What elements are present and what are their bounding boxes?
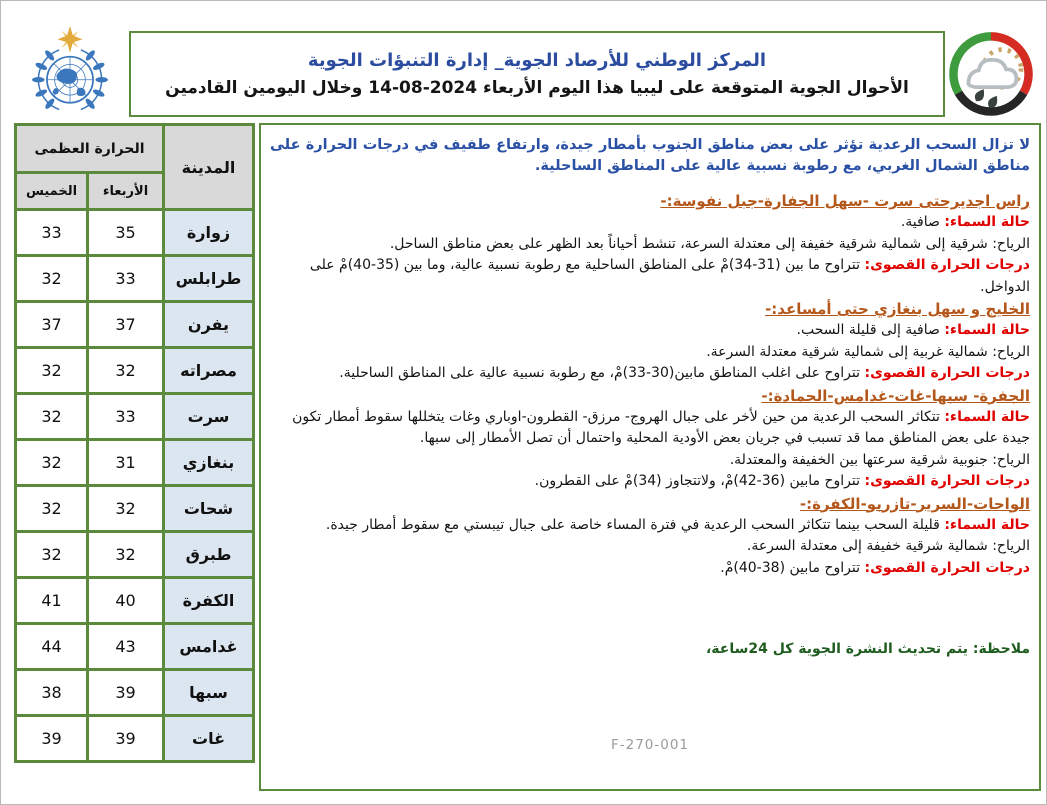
- wed-temp: 39: [88, 716, 164, 762]
- thu-temp: 32: [16, 532, 88, 578]
- forecast-box: [259, 123, 1041, 791]
- temp-label: درجات الحرارة القصوى:: [864, 365, 1030, 381]
- wed-temp: 37: [88, 302, 164, 348]
- max-temperature-table: [14, 123, 255, 763]
- wed-temp: 32: [88, 532, 164, 578]
- wed-temp: 40: [88, 578, 164, 624]
- city-name: يفرن: [164, 302, 254, 348]
- table-row: [16, 348, 254, 394]
- wmo-logo: [21, 25, 119, 121]
- thu-temp: 32: [16, 348, 88, 394]
- table-row: [16, 486, 254, 532]
- thu-temp: 32: [16, 440, 88, 486]
- met-center-logo-graphic: [942, 27, 1040, 121]
- sky-label: حالة السماء:: [944, 322, 1030, 338]
- temp-label: درجات الحرارة القصوى:: [864, 257, 1030, 273]
- wed-temp: 43: [88, 624, 164, 670]
- table-row: [16, 302, 254, 348]
- max-temp-column-header: الحرارة العظمى: [16, 125, 164, 173]
- table-row: [16, 394, 254, 440]
- wind-label: الرياح:: [992, 451, 1030, 468]
- sky-condition-line: حالة السماء: تتكاثر السحب الرعدية من حين لأخر على جبال الهروج- مرزق- القطرون-اوباري وغات يتخللها سقوط أمطار تكون جيدة على بعض المناطق مما قد تسبب في جريان بعض الأودية المحلية واحتمال أن تصل الأمطار إلى سبها.: [292, 408, 1030, 446]
- table-row: [16, 624, 254, 670]
- max-temp-line: درجات الحرارة القصوى: تتراوح مابين (38-40)مْ.: [720, 559, 1030, 576]
- forecast-intro: لا تزال السحب الرعدية تؤثر على بعض مناطق الجنوب بأمطار جيدة، وارتفاع طفيف في درجات الحرارة على مناطق الشمال الغربي، مع رطوبة نسبية عالية على المناطق الساحلية.: [270, 137, 1030, 174]
- wed-temp: 39: [88, 670, 164, 716]
- city-name: بنغازي: [164, 440, 254, 486]
- table-row: [16, 670, 254, 716]
- wmo-logo-graphic: [21, 25, 119, 121]
- bulletin-title: الأحوال الجوية المتوقعة على ليبيا هذا اليوم الأربعاء 2024-08-14 وخلال اليومين القادمين: [165, 78, 909, 98]
- forecast-section-oases-kufra: [270, 493, 1030, 580]
- wind-line: الرياح: شمالية شرقية خفيفة إلى معتدلة السرعة.: [746, 538, 1030, 554]
- thu-temp: 32: [16, 394, 88, 440]
- org-title: المركز الوطني للأرصاد الجوية_ إدارة التنبؤات الجوية: [307, 50, 767, 71]
- thu-temp: 38: [16, 670, 88, 716]
- table-row: [16, 210, 254, 256]
- thursday-header: الخميس: [16, 173, 88, 210]
- section-heading: الجفرة- سبها-غات-غدامس-الحمادة:-: [761, 386, 1030, 405]
- wed-temp: 32: [88, 486, 164, 532]
- sky-condition-line: حالة السماء: قليلة السحب بينما تتكاثر السحب الرعدية في فترة المساء خاصة على جبال تيبستي مع سقوط أمطار جيدة.: [325, 516, 1030, 533]
- sky-label: حالة السماء:: [944, 408, 1030, 425]
- sky-condition-line: حالة السماء: صافية.: [900, 214, 1030, 230]
- max-temp-line: درجات الحرارة القصوى: تتراوح مابين (36-42)مْ، ولاتتجاوز (34)مْ على القطرون.: [534, 473, 1030, 489]
- city-name: مصراته: [164, 348, 254, 394]
- wed-temp: 33: [88, 394, 164, 440]
- city-name: زوارة: [164, 210, 254, 256]
- city-name: غدامس: [164, 624, 254, 670]
- max-temp-line: درجات الحرارة القصوى: تتراوح ما بين (31-34)مْ على المناطق الساحلية مع رطوبة نسبية عالية، وما بين (35-40)مْ على الدواخل.: [309, 257, 1030, 295]
- temp-label: درجات الحرارة القصوى:: [864, 473, 1030, 489]
- section-heading: الخليج و سهل بنغازي حتى أمساعد:-: [765, 300, 1030, 318]
- table-row: [16, 440, 254, 486]
- wed-temp: 33: [88, 256, 164, 302]
- table-row: [16, 716, 254, 762]
- city-name: غات: [164, 716, 254, 762]
- city-name: سبها: [164, 670, 254, 716]
- city-column-header: المدينة: [164, 125, 254, 210]
- city-name: شحات: [164, 486, 254, 532]
- thu-temp: 37: [16, 302, 88, 348]
- wind-label: الرياح:: [992, 343, 1030, 360]
- wed-temp: 31: [88, 440, 164, 486]
- thu-temp: 41: [16, 578, 88, 624]
- wed-temp: 35: [88, 210, 164, 256]
- forecast-section-south: [270, 385, 1030, 493]
- header-box: [129, 31, 945, 117]
- wednesday-header: الأربعاء: [88, 173, 164, 210]
- wind-line: الرياح: شمالية غربية إلى شمالية شرقية معتدلة السرعة.: [706, 343, 1030, 360]
- table-row: [16, 578, 254, 624]
- forecast-section-gulf-benghazi: [270, 298, 1030, 385]
- sky-label: حالة السماء:: [944, 516, 1030, 533]
- sky-condition-line: حالة السماء: صافية إلى قليلة السحب.: [796, 322, 1030, 338]
- wind-label: الرياح:: [992, 235, 1030, 252]
- table-row: [16, 532, 254, 578]
- city-name: طبرق: [164, 532, 254, 578]
- max-temp-line: درجات الحرارة القصوى: تتراوح على اغلب المناطق مابين(30-33)مْ، مع رطوبة نسبية عالية على المناطق الساحلية.: [339, 365, 1030, 381]
- forecast-section-coast-west: [270, 190, 1030, 298]
- city-name: طرابلس: [164, 256, 254, 302]
- wed-temp: 32: [88, 348, 164, 394]
- update-note: ملاحظة: يتم تحديث النشرة الجوية كل 24ساعة،: [705, 641, 1030, 657]
- met-center-logo: [942, 27, 1040, 121]
- form-number: F-270-001: [610, 737, 690, 753]
- temp-label: درجات الحرارة القصوى:: [864, 559, 1030, 576]
- sky-label: حالة السماء:: [944, 214, 1030, 230]
- city-name: الكفرة: [164, 578, 254, 624]
- city-name: سرت: [164, 394, 254, 440]
- table-row: [16, 256, 254, 302]
- thu-temp: 33: [16, 210, 88, 256]
- wind-label: الرياح:: [992, 538, 1030, 554]
- thu-temp: 44: [16, 624, 88, 670]
- thu-temp: 39: [16, 716, 88, 762]
- wind-line: الرياح: شرقية إلى شمالية شرقية خفيفة إلى معتدلة السرعة، تنشط أحياناً بعد الظهر على بعض مناطق الساحل.: [389, 235, 1030, 252]
- thu-temp: 32: [16, 486, 88, 532]
- thu-temp: 32: [16, 256, 88, 302]
- section-heading: الواحات-السرير-تازربو-الكفرة:-: [799, 494, 1030, 513]
- section-heading: راس اجديرحتى سرت -سهل الجفارة-جبل نفوسة:-: [660, 192, 1030, 210]
- wind-line: الرياح: جنوبية شرقية سرعتها بين الخفيفة والمعتدلة.: [729, 451, 1030, 468]
